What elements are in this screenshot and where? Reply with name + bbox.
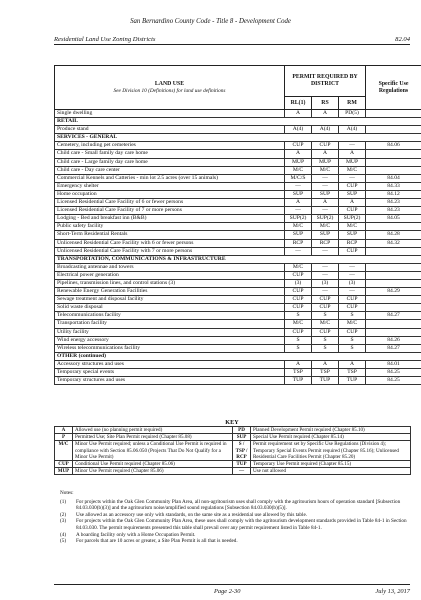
note-number: (2) (60, 511, 67, 518)
table-row (55, 320, 421, 328)
specific-regulation-cell: 84.32 (366, 239, 421, 247)
land-use-cell: Child care - Day care center (55, 166, 285, 174)
rm-permit-cell: — (339, 174, 366, 182)
land-use-cell: Home occupation (55, 190, 285, 198)
rm-permit-cell: CUP (339, 182, 366, 190)
rm-permit-cell: S (339, 344, 366, 352)
key-table (54, 426, 411, 475)
land-use-cell: Broadcasting antennae and towers (55, 263, 285, 271)
key-symbol: SUP (233, 434, 251, 441)
land-use-cell: Produce stand (55, 126, 285, 134)
land-use-header-title: LAND USE (154, 80, 185, 87)
rl-permit-cell: — (285, 207, 312, 215)
permit-group-header: PERMIT REQUIRED BY DISTRICT (285, 66, 366, 97)
table-row (55, 288, 421, 296)
rl-permit-cell: S (285, 336, 312, 344)
land-use-cell: Temporary structures and uses (55, 377, 285, 385)
key-row (55, 441, 411, 461)
rm-permit-cell: A (339, 199, 366, 207)
specific-regulation-cell: 84.12 (366, 190, 421, 198)
land-use-header-subtitle: See Division 10 (Definitions) for land use definitions (113, 87, 226, 94)
key-description: Allowed use (no planning permit required) (73, 427, 233, 434)
rl-permit-cell: A(4) (285, 126, 312, 134)
table-row (55, 239, 421, 247)
table-row (55, 174, 421, 182)
rs-permit-cell: A (312, 150, 339, 158)
land-use-table-body (55, 110, 421, 385)
table-row (55, 158, 421, 166)
rs-permit-cell: — (312, 288, 339, 296)
specific-regulation-cell (366, 263, 421, 271)
key-symbol: — (233, 468, 251, 475)
rl-permit-cell: TSP (285, 369, 312, 377)
specific-regulation-cell: 84.06 (366, 142, 421, 150)
specific-regulation-cell: 84.25 (366, 377, 421, 385)
rl-permit-cell: A (285, 150, 312, 158)
running-header: San Bernardino County Code - Title 8 - Development Code (130, 18, 291, 25)
table-row (55, 110, 421, 118)
rl-permit-cell: (3) (285, 279, 312, 287)
table-row (55, 182, 421, 190)
rl-permit-cell: A (285, 360, 312, 368)
land-use-cell: Cemetery, including pet cemeteries (55, 142, 285, 150)
land-use-cell: Renewable Energy Generation Facilities (55, 288, 285, 296)
table-row (55, 263, 421, 271)
rs-permit-cell: RCP (312, 239, 339, 247)
specific-regulation-cell (366, 271, 421, 279)
table-row (55, 296, 421, 304)
key-symbol: A (55, 427, 73, 434)
land-use-cell: Temporary special events (55, 369, 285, 377)
page-footer (54, 584, 410, 595)
note-text: For projects within the Oak Glen Community Plan Area, these uses shall comply with the agritourism development standards provided in Table 84-1 in Section 84.03.030. The permit requirements presented this table shall prevail over any permit requirement listed in Table 84-1. (76, 518, 407, 531)
note-item (60, 532, 412, 539)
land-use-cell: Public safety facility (55, 223, 285, 231)
note-item (60, 512, 412, 519)
rs-permit-cell: — (312, 263, 339, 271)
rl-permit-cell: SUP (285, 190, 312, 198)
land-use-cell: Accessory structures and uses (55, 360, 285, 368)
rs-permit-cell: — (312, 207, 339, 215)
category-row (55, 134, 421, 142)
specific-regulation-cell: 84.27 (366, 312, 421, 320)
land-use-cell: Sewage treatment and disposal facility (55, 296, 285, 304)
rm-permit-cell: PD(5) (339, 110, 366, 118)
revision-date: July 13, 2017 (375, 588, 410, 595)
land-use-cell: Transportation facility (55, 320, 285, 328)
key-symbol: M/C (55, 441, 73, 461)
note-item (60, 518, 412, 531)
note-text: For projects within the Oak Glen Community Plan Area, all non-agritourism uses shall comply with the agritourism hours of operation standard [Subsection 84.03.030(b)(3)] and the agritourism noise/amplified sound regulations [Subsection 84.03.030(b)(5)]. (76, 498, 401, 512)
category-label: TRANSPORTATION, COMMUNICATIONS & INFRASTRUCTURE (55, 255, 421, 263)
rm-permit-cell: — (339, 271, 366, 279)
rl-permit-cell: S (285, 312, 312, 320)
rm-column-header: RM (339, 97, 366, 110)
rl-permit-cell: A (285, 199, 312, 207)
key-description: Minor Use Permit required; unless a Conditional Use Permit is required in compliance with Section 85.06.050 (Projects That Do Not Qualify for a Minor Use Permit) (73, 441, 233, 461)
rm-permit-cell: S (339, 312, 366, 320)
table-row (55, 142, 421, 150)
table-row (55, 199, 421, 207)
land-use-cell: Pipelines, transmission lines, and control stations (3) (55, 279, 285, 287)
rl-permit-cell: CUP (285, 296, 312, 304)
specific-regulation-cell (366, 304, 421, 312)
rs-permit-cell: CUP (312, 304, 339, 312)
rl-permit-cell: TUP (285, 377, 312, 385)
category-label: OTHER (continued) (55, 352, 421, 360)
land-use-cell: Unlicensed Residential Care Facility with 7 or more persons (55, 247, 285, 255)
note-number: (1) (60, 498, 67, 505)
key-row (55, 434, 411, 441)
rm-permit-cell: RCP (339, 239, 366, 247)
specific-regulation-cell (366, 166, 421, 174)
section-number: 82.04 (395, 36, 410, 43)
rm-permit-cell: — (339, 288, 366, 296)
rs-permit-cell: SUP (312, 231, 339, 239)
specific-regulation-cell (366, 110, 421, 118)
key-description: Permit requirement set by Specific Use Regulations (Division 4); Temporary Special Events Permit required (Chapter 85.16); Unlicensed Residential Care Facilities Permit (Chapter 85.20) (251, 441, 411, 461)
rl-permit-cell: M/C (285, 166, 312, 174)
key-description: Minor Use Permit required (Chapter 85.06) (73, 468, 233, 475)
table-row (55, 190, 421, 198)
key-symbol: CUP (55, 461, 73, 468)
rm-permit-cell: SUP(2) (339, 215, 366, 223)
specific-regulation-cell (366, 296, 421, 304)
rm-permit-cell: (3) (339, 279, 366, 287)
rl-permit-cell: A (285, 110, 312, 118)
rl-column-header: RL(1) (285, 97, 312, 110)
specific-regulation-cell: 84.01 (366, 360, 421, 368)
table-row (55, 223, 421, 231)
rs-permit-cell: M/C (312, 223, 339, 231)
rm-permit-cell: M/C (339, 166, 366, 174)
table-row (55, 312, 421, 320)
specific-regulation-cell: 84.29 (366, 288, 421, 296)
rl-permit-cell: M/C (285, 223, 312, 231)
rm-permit-cell: SUP (339, 231, 366, 239)
table-row (55, 304, 421, 312)
land-use-cell: Telecommunications facility (55, 312, 285, 320)
rm-permit-cell: CUP (339, 304, 366, 312)
key-row (55, 461, 411, 468)
rs-permit-cell: A(4) (312, 126, 339, 134)
rs-permit-cell: CUP (312, 142, 339, 150)
key-description: Special Use Permit required (Chapter 85.14) (251, 434, 411, 441)
land-use-cell: Short-Term Residential Rentals (55, 231, 285, 239)
land-use-cell: Utility facility (55, 328, 285, 336)
table-row (55, 150, 421, 158)
land-use-cell: Emergency shelter (55, 182, 285, 190)
rl-permit-cell: — (285, 182, 312, 190)
rl-permit-cell: CUP (285, 304, 312, 312)
land-use-cell: Wind energy accessory (55, 336, 285, 344)
rl-permit-cell: CUP (285, 271, 312, 279)
specific-regulation-cell (366, 320, 421, 328)
rm-permit-cell: CUP (339, 247, 366, 255)
rm-permit-cell: A (339, 360, 366, 368)
category-row (55, 352, 421, 360)
rs-permit-cell: A (312, 110, 339, 118)
land-use-cell: Wireless telecommunications facility (55, 344, 285, 352)
rl-permit-cell: CUP (285, 328, 312, 336)
key-symbol: S / TSP / RCP (233, 441, 251, 461)
key-symbol: TUP (233, 461, 251, 468)
land-use-cell: Electrical power generation (55, 271, 285, 279)
specific-regulation-cell: 84.23 (366, 199, 421, 207)
rs-permit-cell: (3) (312, 279, 339, 287)
specific-regulation-cell (366, 328, 421, 336)
table-row (55, 207, 421, 215)
rl-permit-cell: MUP (285, 158, 312, 166)
specific-regulation-cell (366, 158, 421, 166)
table-row (55, 126, 421, 134)
key-table-body (55, 427, 411, 475)
rm-permit-cell: MUP (339, 158, 366, 166)
land-use-cell: Lodging - Bed and breakfast inn (B&B) (55, 215, 285, 223)
table-row (55, 377, 421, 385)
page-number: Page 2-30 (214, 588, 241, 595)
note-number: (4) (60, 531, 67, 538)
key-description: Use not allowed (251, 468, 411, 475)
rs-permit-cell: SUP (312, 190, 339, 198)
note-text: For parcels that are 10 acres or greater, a Site Plan Permit is all that is needed. (76, 538, 238, 545)
table-row (55, 247, 421, 255)
land-use-cell: Licensed Residential Care Facility of 7 or more persons (55, 207, 285, 215)
category-row (55, 255, 421, 263)
section-title: Residential Land Use Zoning Districts (54, 36, 156, 43)
key-description: Planned Development Permit required (Chapter 85.10) (251, 427, 411, 434)
land-use-cell: Licensed Residential Care Facility of 6 or fewer persons (55, 199, 285, 207)
note-text: Use allowed as an accessory use only with standards, on the same site as a residential use allowed by this table. (76, 511, 308, 518)
category-label: RETAIL (55, 118, 421, 126)
rs-permit-cell: S (312, 312, 339, 320)
land-use-cell: Single dwelling (55, 110, 285, 118)
rm-permit-cell: A(4) (339, 126, 366, 134)
specific-regulation-cell: 84.26 (366, 336, 421, 344)
rm-permit-cell: CUP (339, 328, 366, 336)
rs-permit-cell: S (312, 344, 339, 352)
key-description: Conditional Use Permit required (Chapter 85.06) (73, 461, 233, 468)
specific-regulation-cell: 84.23 (366, 207, 421, 215)
table-row (55, 360, 421, 368)
note-number: (3) (60, 518, 67, 525)
key-row (55, 468, 411, 475)
notes-section (60, 490, 412, 545)
rs-permit-cell: TUP (312, 377, 339, 385)
rl-permit-cell: M/C/S (285, 174, 312, 182)
table-row (55, 328, 421, 336)
table-row (55, 166, 421, 174)
rs-permit-cell: SUP(2) (312, 215, 339, 223)
rl-permit-cell: CUP (285, 288, 312, 296)
specific-regulation-cell (366, 150, 421, 158)
note-text: A boarding facility only with a Home Occupation Permit. (76, 531, 196, 538)
land-use-cell: Child care - Small family day care home (55, 150, 285, 158)
land-use-cell: Commercial Kennels and Catteries - min lot 2.5 acres (over 15 animals) (55, 174, 285, 182)
rm-permit-cell: TUP (339, 377, 366, 385)
section-header (54, 36, 410, 45)
rl-permit-cell: RCP (285, 239, 312, 247)
land-use-cell: Unlicensed Residential Care Facility with 6 or fewer persons (55, 239, 285, 247)
table-row (55, 369, 421, 377)
land-use-cell: Solid waste disposal (55, 304, 285, 312)
rm-permit-cell: A (339, 150, 366, 158)
notes-title: Notes: (60, 490, 74, 496)
key-description: Temporary Use Permit required (Chapter 85.15) (251, 461, 411, 468)
rs-permit-cell: — (312, 182, 339, 190)
rm-permit-cell: — (339, 142, 366, 150)
land-use-cell: Child care - Large family day care home (55, 158, 285, 166)
rs-permit-cell: M/C (312, 320, 339, 328)
table-row (55, 336, 421, 344)
key-description: Permitted Use; Site Plan Permit required (Chapter 85.08) (73, 434, 233, 441)
rs-permit-cell: — (312, 247, 339, 255)
specific-regulation-cell (366, 279, 421, 287)
specific-regulation-cell: 84.04 (366, 174, 421, 182)
rs-permit-cell: TSP (312, 369, 339, 377)
rl-permit-cell: M/C (285, 263, 312, 271)
category-row (55, 118, 421, 126)
table-row (55, 279, 421, 287)
rs-permit-cell: CUP (312, 296, 339, 304)
rm-permit-cell: CUP (339, 207, 366, 215)
specific-regulation-cell: 84.27 (366, 344, 421, 352)
land-use-header (55, 66, 285, 110)
category-label: SERVICES - GENERAL (55, 134, 421, 142)
key-symbol: P (55, 434, 73, 441)
rl-permit-cell: SUP(2) (285, 215, 312, 223)
rm-permit-cell: SUP (339, 190, 366, 198)
rs-permit-cell: A (312, 360, 339, 368)
note-number: (5) (60, 538, 67, 545)
rm-permit-cell: — (339, 263, 366, 271)
rs-permit-cell: CUP (312, 328, 339, 336)
specific-regulation-cell: 84.25 (366, 369, 421, 377)
specific-regulation-cell (366, 223, 421, 231)
rm-permit-cell: TSP (339, 369, 366, 377)
specific-regulation-cell: 84.05 (366, 215, 421, 223)
rl-permit-cell: CUP (285, 142, 312, 150)
table-row (55, 231, 421, 239)
rs-permit-cell: M/C (312, 166, 339, 174)
table-row (55, 271, 421, 279)
key-title: KEY (225, 419, 239, 426)
key-symbol: PD (233, 427, 251, 434)
rl-permit-cell: S (285, 344, 312, 352)
rm-permit-cell: M/C (339, 320, 366, 328)
specific-regulation-cell (366, 126, 421, 134)
rl-permit-cell: M/C (285, 320, 312, 328)
specific-regulation-cell: 84.33 (366, 182, 421, 190)
rs-permit-cell: — (312, 174, 339, 182)
rl-permit-cell: SUP (285, 231, 312, 239)
rs-permit-cell: — (312, 271, 339, 279)
table-row (55, 215, 421, 223)
rm-permit-cell: M/C (339, 223, 366, 231)
rl-permit-cell: — (285, 247, 312, 255)
note-item (60, 538, 412, 545)
rs-column-header: RS (312, 97, 339, 110)
rm-permit-cell: S (339, 336, 366, 344)
rs-permit-cell: S (312, 336, 339, 344)
rs-permit-cell: MUP (312, 158, 339, 166)
table-row (55, 344, 421, 352)
rm-permit-cell: CUP (339, 296, 366, 304)
specific-regulation-cell (366, 247, 421, 255)
land-use-table (54, 65, 421, 385)
specific-regulation-cell: 84.28 (366, 231, 421, 239)
key-row (55, 427, 411, 434)
notes-list (60, 499, 412, 545)
specific-use-header: Specific Use Regulations (366, 66, 421, 110)
rs-permit-cell: A (312, 199, 339, 207)
key-symbol: MUP (55, 468, 73, 475)
note-item (60, 499, 412, 512)
